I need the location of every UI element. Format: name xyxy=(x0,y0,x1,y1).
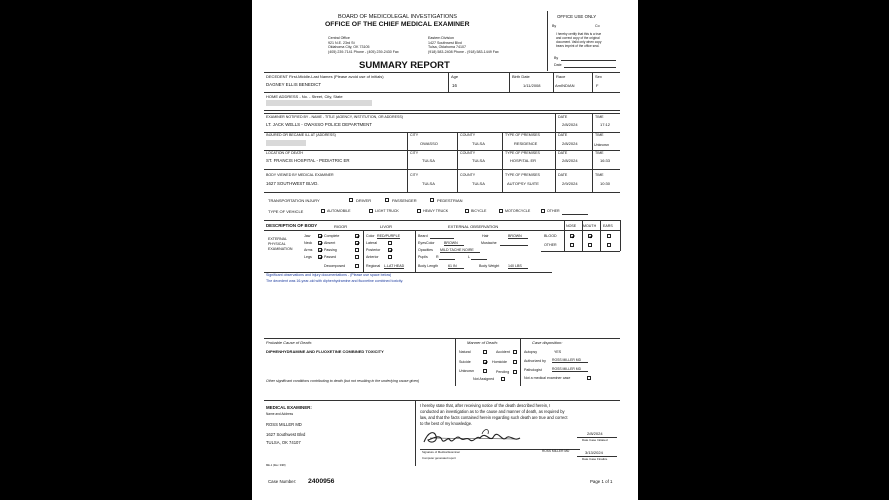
redacted-home-address xyxy=(266,100,372,106)
authorized-label: Authorized by xyxy=(524,359,546,363)
livor-anterior-checkbox[interactable] xyxy=(388,255,392,259)
beard-label: Beard xyxy=(418,234,428,238)
death-time: 16:33 xyxy=(600,158,611,163)
birth-date-label: Birth Date xyxy=(512,74,530,79)
opacities-label: Opacities xyxy=(418,248,433,252)
race-value: AmINDIAN xyxy=(555,83,575,88)
bicycle-checkbox[interactable] xyxy=(465,209,469,213)
pedestrian-label: PEDESTRIAN xyxy=(437,198,463,203)
autopsy-value: YES xyxy=(554,350,562,354)
death-county: TULSA xyxy=(472,158,485,163)
light-truck-label: LIGHT TRUCK xyxy=(375,209,399,213)
injured-premises: RESIDENCE xyxy=(514,141,538,146)
notified-time-label: TIME xyxy=(595,114,604,119)
bicycle-label: BICYCLE xyxy=(471,209,487,213)
other-conditions-label: Other significant conditions contributing to death (but not resulting in the underlying cause given) xyxy=(266,379,420,383)
signature-label: Signature of Medical Examiner xyxy=(422,450,461,454)
blood-nose-checkbox[interactable] xyxy=(570,234,574,238)
death-city-label: CITY xyxy=(410,151,419,155)
livor-color-value: RED/PURPLE xyxy=(377,233,400,238)
other-vehicle-checkbox[interactable] xyxy=(541,209,545,213)
form-number: ME-1 (Rev. 3/98) xyxy=(266,464,286,467)
rigor-title: RIGOR xyxy=(334,224,348,229)
other-nose-checkbox[interactable] xyxy=(570,243,574,247)
death-date: 2/8/2024 xyxy=(562,158,578,163)
livor-anterior-label: Anterior xyxy=(366,255,379,259)
passenger-checkbox[interactable] xyxy=(385,198,389,202)
rigor-passing-checkbox[interactable] xyxy=(318,248,322,252)
livor-regional-value: L.LAT HEAD xyxy=(384,263,405,268)
race-label: Race xyxy=(556,74,566,79)
notified-value: LT. JACK WELLS - OWASSO POLICE DEPARTMENT xyxy=(266,122,372,127)
blood-mouth-checkbox[interactable] xyxy=(588,234,592,238)
body-weight-value: 140 LBS xyxy=(508,265,528,270)
rigor-complete-checkbox[interactable] xyxy=(318,234,322,238)
suicide-checkbox[interactable] xyxy=(483,360,487,364)
injured-city-label: CITY xyxy=(410,133,419,137)
livor-lateral-label: Lateral xyxy=(366,241,377,245)
injured-premises-label: TYPE OF PREMISES xyxy=(505,133,540,137)
home-address-label: HOME ADDRESS - No. - Street, City, State xyxy=(266,94,343,99)
decomposed-label: Decomposed xyxy=(324,264,346,268)
nose-header: NOSE xyxy=(566,224,577,228)
name-address-label: Name and Address xyxy=(266,412,294,416)
eyes-value: BROWN xyxy=(444,242,464,247)
livor-posterior-checkbox[interactable] xyxy=(388,248,392,252)
passenger-label: PASSENGER xyxy=(392,198,417,203)
sex-value: F xyxy=(596,83,599,88)
motorcycle-checkbox[interactable] xyxy=(499,209,503,213)
viewed-city-label: CITY xyxy=(410,173,419,177)
examiner-address-1: 1627 Southwest Blvd xyxy=(266,432,306,437)
narrative-text: The decedent was 16-year-old with diphenhydramine and fluoxetine combined toxicity. xyxy=(266,279,404,283)
automobile-label: AUTOMOBILE xyxy=(327,209,351,213)
viewed-date-label: DATE xyxy=(558,173,568,177)
livor-color-label: Color xyxy=(366,234,375,238)
rigor-passed-checkbox[interactable] xyxy=(318,255,322,259)
pedestrian-checkbox[interactable] xyxy=(430,198,434,202)
vehicle-label: TYPE OF VEHICLE xyxy=(268,209,304,214)
pupils-r-label: R xyxy=(436,255,439,259)
rigor-absent-label: Absent xyxy=(324,241,336,245)
decedent-name: DAGNEY ELLIS BENEDICT xyxy=(266,82,322,87)
rigor-passing-label: Passing xyxy=(324,248,337,252)
death-county-label: COUNTY xyxy=(460,151,476,155)
redacted-injury-address xyxy=(266,140,306,146)
pupils-l-label: L xyxy=(468,255,470,259)
natural-checkbox[interactable] xyxy=(483,350,487,354)
injured-county: TULSA xyxy=(472,141,485,146)
unknown-manner-checkbox[interactable] xyxy=(483,369,487,373)
notified-time: 17:12 xyxy=(600,122,611,127)
other-mouth-checkbox[interactable] xyxy=(588,243,592,247)
disposition-label: Case disposition: xyxy=(532,340,563,345)
notified-date-label: DATE xyxy=(558,114,568,119)
death-premises-label: TYPE OF PREMISES xyxy=(505,151,540,155)
rigor-column-checkbox-4[interactable] xyxy=(355,255,359,259)
accident-label: Accident xyxy=(496,350,510,354)
other-vehicle-label: OTHER xyxy=(547,209,560,213)
cause-label: Probable Cause of Death: xyxy=(266,340,313,345)
death-date-label: DATE xyxy=(558,151,568,155)
rigor-passed-label: Passed xyxy=(324,255,336,259)
rigor-column-checkbox-1[interactable] xyxy=(355,234,359,238)
case-number: 2400956 xyxy=(308,478,335,485)
transport-label: TRANSPORTATION INJURY xyxy=(268,198,320,203)
pending-label: Pending xyxy=(496,370,510,374)
cause-value: DIPHENHYDRAMINE AND FLUOXETINE COMBINED TOXICITY xyxy=(266,349,384,354)
injured-date: 2/8/2024 xyxy=(562,141,578,146)
death-time-label: TIME xyxy=(595,151,604,155)
viewed-county-label: COUNTY xyxy=(460,173,476,177)
death-premises: HOSPITAL ER xyxy=(510,158,537,163)
hair-label: Hair xyxy=(482,234,489,238)
heavy-truck-checkbox[interactable] xyxy=(417,209,421,213)
heavy-truck-label: HEAVY TRUCK xyxy=(423,209,449,213)
viewed-time: 10:30 xyxy=(600,181,611,186)
date-case-initiated: 2/8/2024 xyxy=(587,431,603,436)
arms-label: Arms xyxy=(304,248,313,252)
injured-county-label: COUNTY xyxy=(460,133,476,137)
body-length-value: 61 IN xyxy=(448,265,464,270)
viewed-premises: AUTOPSY SUITE xyxy=(507,181,539,186)
external-observation-title: EXTERNAL OBSERVATION xyxy=(448,224,499,229)
automobile-checkbox[interactable] xyxy=(321,209,325,213)
injured-label: INJURED OR BECAME ILL AT (ADDRESS) xyxy=(266,133,336,137)
rigor-complete-label: Complete xyxy=(324,234,340,238)
driver-label: DRIVER xyxy=(356,198,372,203)
viewed-date: 2/9/2024 xyxy=(562,181,578,186)
viewed-premises-label: TYPE OF PREMISES xyxy=(505,173,540,177)
computer-generated-label: Computer generated report xyxy=(422,456,456,460)
not-me-case-label: Not a medical examiner case xyxy=(524,376,571,380)
injured-date-label: DATE xyxy=(558,133,568,137)
blood-label: BLOOD xyxy=(544,234,557,238)
decomposed-checkbox[interactable] xyxy=(355,264,359,268)
notified-date: 2/8/2024 xyxy=(562,122,578,127)
medical-examiner-label: MEDICAL EXAMINER: xyxy=(266,405,312,410)
death-location-label: LOCATION OF DEATH xyxy=(266,151,304,155)
viewed-label: BODY VIEWED BY MEDICAL EXAMINER xyxy=(266,173,334,177)
homicide-label: Homicide xyxy=(492,360,507,364)
livor-title: LIVOR xyxy=(380,224,393,229)
pathologist-value: ROSS MILLER MD xyxy=(552,368,588,372)
autopsy-label: Autopsy xyxy=(524,350,537,354)
livor-posterior-label: Posterior xyxy=(366,248,381,252)
injured-time: Unknown xyxy=(594,143,609,147)
injured-time-label: TIME xyxy=(595,133,604,137)
death-location: ST. FRANCIS HOSPITAL - PEDIATRIC ER xyxy=(266,158,350,163)
death-city: TULSA xyxy=(422,158,435,163)
viewed-time-label: TIME xyxy=(595,173,604,177)
viewed-city: TULSA xyxy=(422,181,435,186)
injured-city: OWASSO xyxy=(420,141,438,146)
viewed-location: 1627 SOUTHWEST BLVD. xyxy=(266,181,319,186)
authorized-value: ROSS MILLER MD xyxy=(552,359,588,363)
birth-date-value: 1/11/2008 xyxy=(523,83,541,88)
sex-label: Sex xyxy=(595,74,602,79)
age-value: 16 xyxy=(452,83,457,88)
body-weight-label: Body Weight xyxy=(479,264,500,268)
suicide-label: Suicide xyxy=(459,360,471,364)
date-initiated-label: Date Case Initiated xyxy=(582,438,608,442)
not-assigned-label: Not Assigned xyxy=(473,377,495,381)
neck-label: Neck xyxy=(304,241,313,245)
signature-name: ROSS MILLER MD xyxy=(542,449,570,453)
rigor-absent-checkbox[interactable] xyxy=(318,241,322,245)
summary-report-page: BOARD OF MEDICOLEGAL INVESTIGATIONS OFFICE OF THE CHIEF MEDICAL EXAMINER Central Office 921 N.E. 23rd St Oklahoma City, OK 73105 (405) 239-7141 Phone - (405) 239-2430 Fax Eastern Division 1427 Southwest Blvd Tulsa, Oklahoma 74107 (918) 583-2408 Phone - (918) 583-1449 Fax SUMMARY REPORT OFFICE USE ONLY By Co I hereby certify that this is a true and correct copy of the original document. Valid only when copy bears imprint of the office seal. By Date DECEDENT First-Middle-Last Names (Please avoid use of initials) DAGNEY ELLIS BENEDICT Age 16 Birth Date 1/11/2008 Race AmINDIAN Sex F HOME ADDRESS - No. - Street, City, State EXAMINER NOTIFIED BY - NAME - TITLE (AGENCY, INSTITUTION, OR ADDRESS) LT. JACK WELLS - OWASSO POLICE DEPARTMENT DATE 2/8/2024 TIME 17:12 INJURED OR BECAME ILL AT (ADDRESS) CITY OWASSO COUNTY TULSA TYPE OF PREMISES RESIDENCE DATE 2/8/2024 TIME Unknown LOCATION OF DEATH ST. FRANCIS HOSPITAL - PEDIATRIC ER CITY TULSA COUNTY TULSA TYPE OF PREMISES HOSPITAL ER DATE 2/8/2024 TIME 16:33 BODY VIEWED BY MEDICAL EXAMINER 1627 SOUTHWEST BLVD. CITY TULSA COUNTY TULSA TYPE OF PREMISES AUTOPSY SUITE DATE 2/9/2024 TIME 10:30 TRANSPORTATION INJURY DRIVER PASSENGER PEDESTRIAN TYPE OF VEHICLE AUTOMOBILE LIGHT TRUCK HEAVY TRUCK BICYCLE MOTORCYCLE OTHER DESCRIPTION OF BODY RIGOR LIVOR EXTERNAL OBSERVATION EXTERNAL PHYSICAL EXAMINATION Jaw Neck Arms Legs Complete Absent Passing Passed Decomposed Color RED/PURPLE Lateral Posterior Anterior Regional L.LAT HEAD Beard Hair BROWN Eyes Color BROWN Mustache Opacities MILD TACHE NOIRE Pupils R L Body Length 61 IN Body Weight 140 LBS NOSE MOUTH EARS BLOOD OTHER Significant observations and injury documentations - (Please use space below) The decedent was 16-year-old with diphenhydramine and fluoxetine combined toxicity. Probable Cause of Death: DIPHENHYDRAMINE AND FLUOXETINE COMBINED TOXICITY Other significant conditions contributing to death (but not resulting in the underlying cause given) Manner of Death: Natural Accident Suicide Homicide Unknown Pending Not Assigned Case disposition: Autopsy YES Authorized by ROSS MILLER MD Pathologist ROSS MILLER MD Not a medical examiner case MEDICAL EXAMINER: Name and Address ROSS MILLER MD 1627 Southwest Blvd TULSA, OK 74107 ME-1 (Rev. 3/98) I hereby state that, after receiving notice of the death described herein, I conducted an investigation as to the cause and manner of death, as required by law, and that the facts contained herein regarding such death are true and correct to the best of my knowledge. Signature of Medical Examiner ROSS MILLER MD Computer generated report 2/8/2024 Date Case Initiated 3/13/2024 Date Case Finalize Case Number: 2400956 Page 1 of 1 xyxy=(252,0,638,500)
eyes-color-label: Color xyxy=(426,241,435,245)
rigor-column-checkbox-3[interactable] xyxy=(355,248,359,252)
opacities-value: MILD TACHE NOIRE xyxy=(440,249,480,254)
board-title: BOARD OF MEDICOLEGAL INVESTIGATIONS xyxy=(338,14,458,20)
examiner-signature xyxy=(420,426,535,449)
not-me-case-checkbox[interactable] xyxy=(587,376,591,380)
accident-checkbox[interactable] xyxy=(513,350,517,354)
viewed-county: TULSA xyxy=(472,181,485,186)
notified-label: EXAMINER NOTIFIED BY - NAME - TITLE (AGENCY, INSTITUTION, OR ADDRESS) xyxy=(266,114,403,119)
pathologist-label: Pathologist xyxy=(524,368,542,372)
blood-ears-checkbox[interactable] xyxy=(607,234,611,238)
jaw-label: Jaw xyxy=(304,234,311,238)
examiner-name: ROSS MILLER MD xyxy=(266,422,302,427)
eyes-label: Eyes xyxy=(418,241,426,245)
decedent-label: DECEDENT First-Middle-Last Names (Please avoid use of initials) xyxy=(266,74,384,79)
manner-label: Manner of Death: xyxy=(467,340,498,345)
office-title: OFFICE OF THE CHIEF MEDICAL EXAMINER xyxy=(325,21,470,28)
date-finalized-label: Date Case Finalize xyxy=(582,457,608,461)
body-length-label: Body Length xyxy=(418,264,439,268)
homicide-checkbox[interactable] xyxy=(513,360,517,364)
ears-header: EARS xyxy=(603,224,613,228)
rigor-column-checkbox-2[interactable] xyxy=(355,241,359,245)
legs-label: Legs xyxy=(304,255,312,259)
light-truck-checkbox[interactable] xyxy=(369,209,373,213)
livor-regional-label: Regional xyxy=(366,264,381,268)
other-ears-checkbox[interactable] xyxy=(607,243,611,247)
other-fluid-label: OTHER xyxy=(544,243,557,247)
age-label: Age xyxy=(451,74,459,79)
narrative-label: Significant observations and injury documentations - (Please use space below) xyxy=(266,273,392,277)
page-number: Page 1 of 1 xyxy=(590,479,613,484)
unknown-manner-label: Unknown xyxy=(459,369,474,373)
not-assigned-checkbox[interactable] xyxy=(501,377,505,381)
livor-lateral-checkbox[interactable] xyxy=(388,241,392,245)
examiner-address-2: TULSA, OK 74107 xyxy=(266,440,301,445)
case-number-label: Case Number: xyxy=(268,479,297,484)
pending-checkbox[interactable] xyxy=(513,370,517,374)
pupils-label: Pupils xyxy=(418,255,428,259)
driver-checkbox[interactable] xyxy=(349,198,353,202)
mustache-label: Mustache xyxy=(481,241,497,245)
hair-value: BROWN xyxy=(508,235,528,240)
mouth-header: MOUTH xyxy=(583,224,597,228)
report-title: SUMMARY REPORT xyxy=(359,60,450,71)
natural-label: Natural xyxy=(459,350,471,354)
body-description-title: DESCRIPTION OF BODY xyxy=(266,223,318,228)
motorcycle-label: MOTORCYCLE xyxy=(505,209,531,213)
date-case-finalized: 3/13/2024 xyxy=(585,450,603,455)
